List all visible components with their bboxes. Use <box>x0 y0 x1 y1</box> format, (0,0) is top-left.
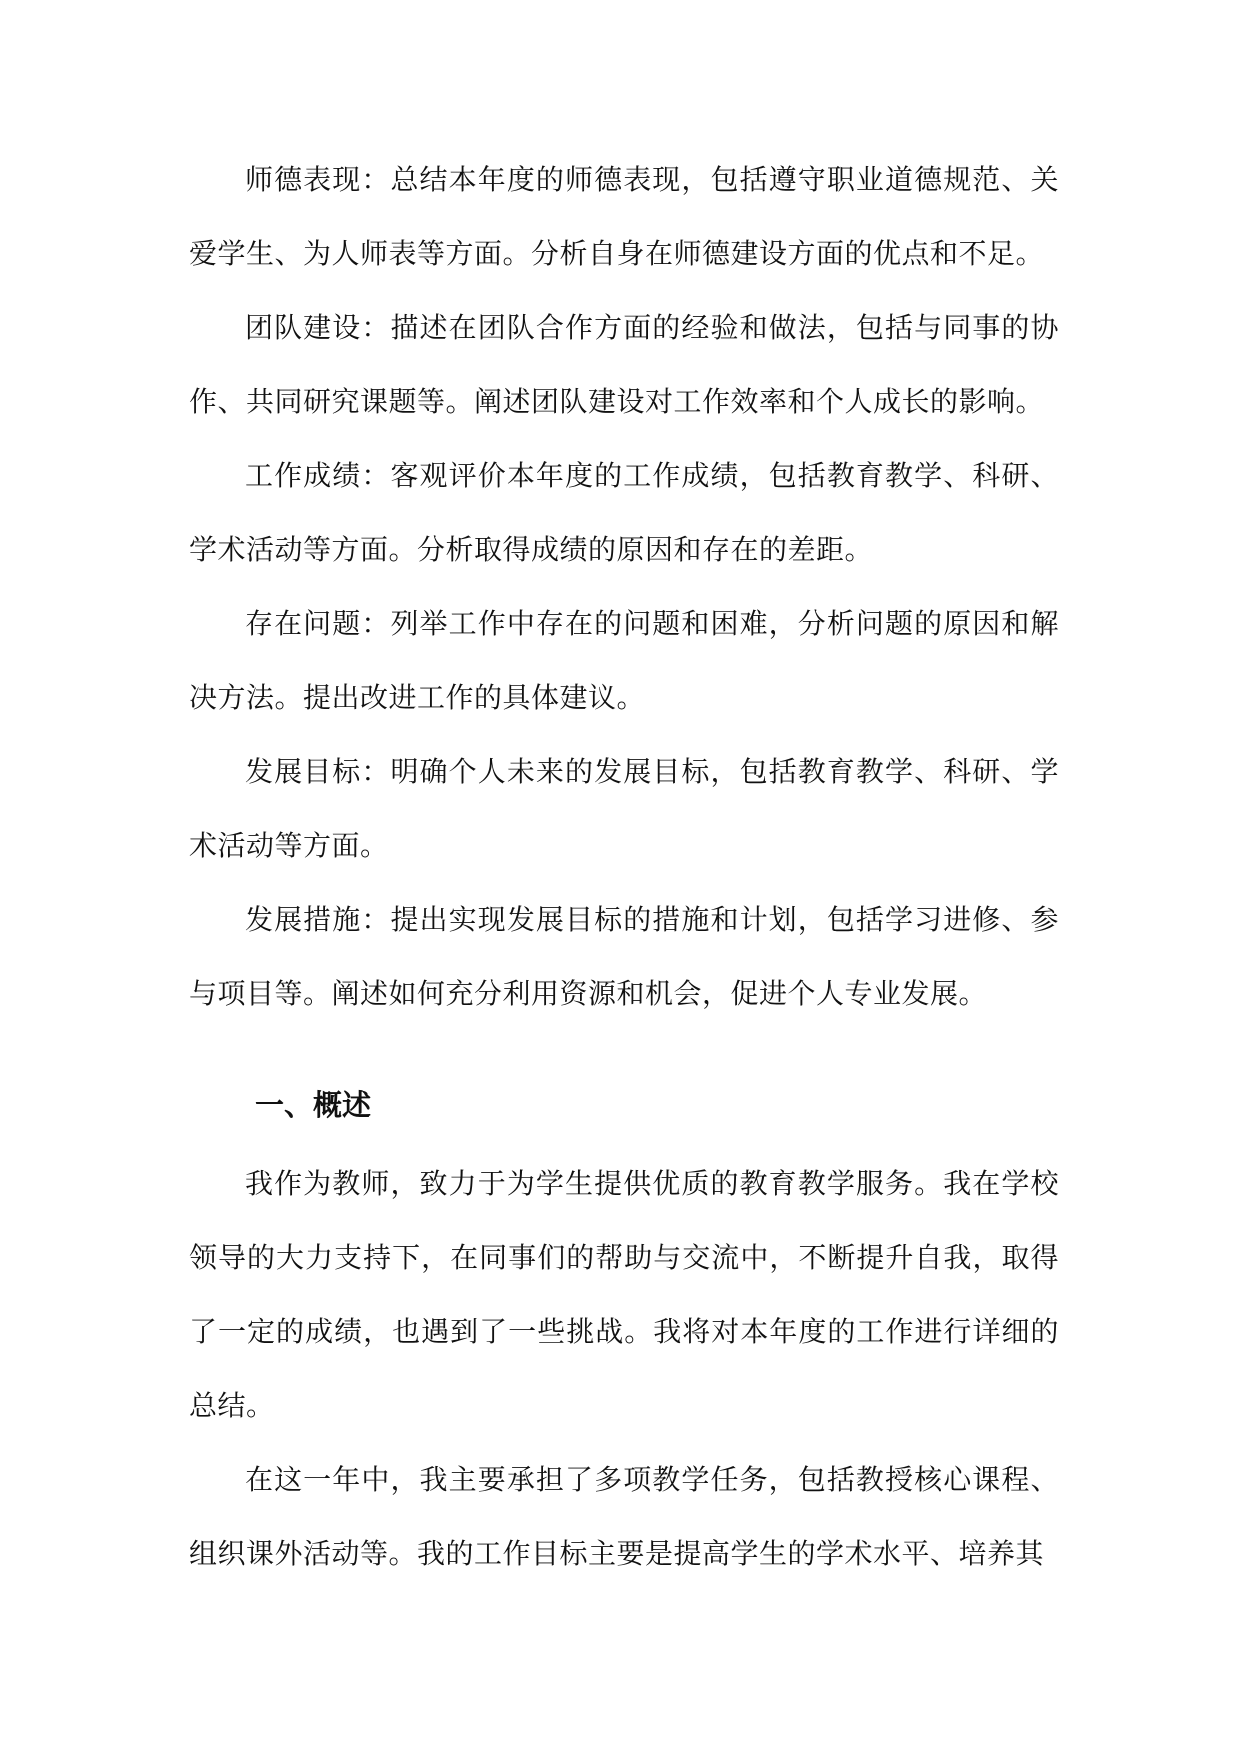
paragraph-existing-problems: 存在问题：列举工作中存在的问题和困难，分析问题的原因和解决方法。提出改进工作的具体建议。 <box>189 607 1059 714</box>
section-heading-overview: 一、概述 <box>255 1088 372 1122</box>
paragraph-overview-intro: 我作为教师，致力于为学生提供优质的教育教学服务。我在学校领导的大力支持下，在同事们的帮助与交流中，不断提升自我，取得了一定的成绩，也遇到了一些挑战。我将对本年度的工作进行详细的总结。 <box>189 1167 1059 1422</box>
paragraph-overview-tasks: 在这一年中，我主要承担了多项教学任务，包括教授核心课程、组织课外活动等。我的工作目标主要是提高学生的学术水平、培养其 <box>189 1463 1059 1570</box>
paragraph-development-measures: 发展措施：提出实现发展目标的措施和计划，包括学习进修、参与项目等。阐述如何充分利用资源和机会，促进个人专业发展。 <box>189 903 1059 1010</box>
document-body <box>189 143 1059 1591</box>
paragraph-work-achievements: 工作成绩：客观评价本年度的工作成绩，包括教育教学、科研、学术活动等方面。分析取得成绩的原因和存在的差距。 <box>189 459 1059 566</box>
paragraph-teacher-ethics: 师德表现：总结本年度的师德表现，包括遵守职业道德规范、关爱学生、为人师表等方面。分析自身在师德建设方面的优点和不足。 <box>189 163 1059 270</box>
paragraph-development-goals: 发展目标：明确个人未来的发展目标，包括教育教学、科研、学术活动等方面。 <box>189 755 1059 862</box>
paragraph-team-building: 团队建设：描述在团队合作方面的经验和做法，包括与同事的协作、共同研究课题等。阐述团队建设对工作效率和个人成长的影响。 <box>189 311 1059 418</box>
